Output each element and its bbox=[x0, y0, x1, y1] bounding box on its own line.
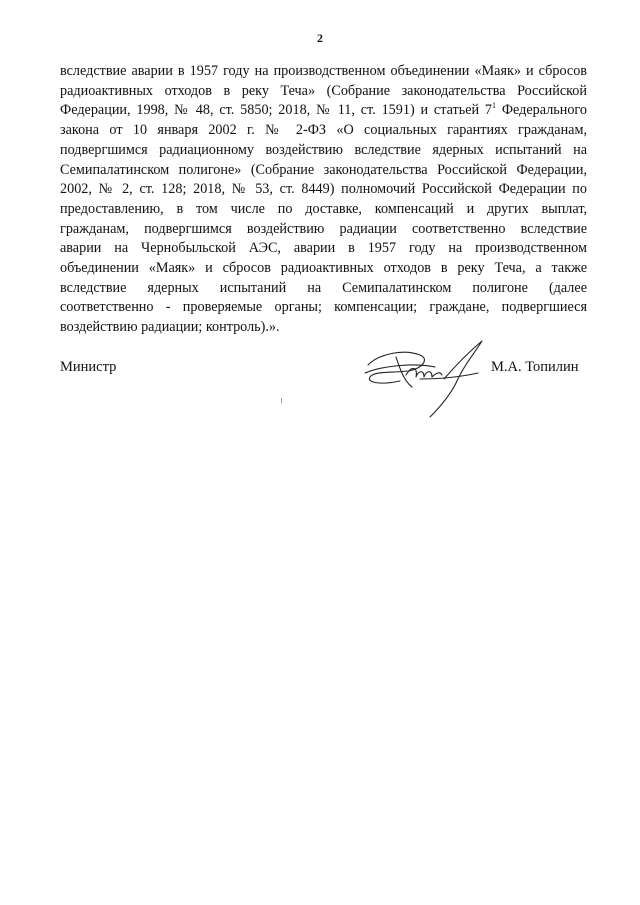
text-line-3-main: Федерации, 1998, № 48, ст. 5850; 2018, № 11, ст. 1591) и статьей 7 bbox=[60, 102, 493, 119]
text-line-3-tail: Федерального bbox=[496, 102, 587, 119]
body-text bbox=[60, 62, 587, 338]
handwritten-signature bbox=[360, 335, 490, 420]
text-line-13: соответственно - проверяемые органы; компенсации; граждане, подвергшиеся bbox=[60, 299, 587, 316]
text-line-11: объединении «Маяк» и сбросов радиоактивных отходов в реку Теча, а также bbox=[60, 260, 587, 277]
scan-speck bbox=[281, 398, 282, 403]
page-number: 2 bbox=[317, 31, 323, 45]
signatory-name: М.А. Топилин bbox=[491, 359, 579, 375]
text-line-12: вследствие ядерных испытаний на Семипалатинском полигоне (далее bbox=[60, 279, 587, 296]
text-line-5: подвергшимся радиационному воздействию вследствие ядерных испытаний на bbox=[60, 141, 587, 158]
text-line-9: гражданам, подвергшимся воздействию радиации соответственно вследствие bbox=[60, 220, 587, 237]
text-line-10: аварии на Чернобыльской АЭС, аварии в 1957 году на производственном bbox=[60, 240, 587, 257]
text-line-14: воздействию радиации; контроль).». bbox=[60, 319, 280, 336]
text-line-2: радиоактивных отходов в реку Теча» (Собрание законодательства Российской bbox=[60, 82, 587, 99]
text-line-8: предоставлению, в том числе по доставке, компенсаций и других выплат, bbox=[60, 200, 587, 217]
signatory-title: Министр bbox=[60, 359, 117, 375]
text-line-6: Семипалатинском полигоне» (Собрание законодательства Российской Федерации, bbox=[60, 161, 587, 178]
text-line-4: закона от 10 января 2002 г. № 2-ФЗ «О социальных гарантиях гражданам, bbox=[60, 122, 587, 139]
text-line-3 bbox=[60, 101, 587, 121]
text-line-1: вследствие аварии в 1957 году на производственном объединении «Маяк» и сбросов bbox=[60, 63, 587, 79]
article-superscript: 1 bbox=[492, 101, 497, 111]
text-line-7: 2002, № 2, ст. 128; 2018, № 53, ст. 8449) полномочий Российской Федерации по bbox=[60, 181, 587, 198]
